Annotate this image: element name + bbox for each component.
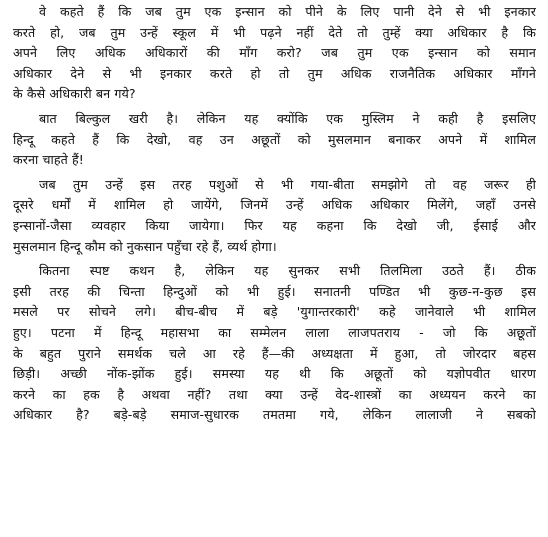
text-line: करना चाहते हैं! xyxy=(13,152,84,168)
paragraph-4 xyxy=(13,261,536,426)
text-line: मुसलमान हिन्दू कौम को नुकसान पहुँचा रहे हैं, व्यर्थ होगा। xyxy=(13,238,277,254)
text-line: अधिकार है? बड़े-बड़े समाज-सुधारक तमतमा गये, लेकिन लालाजी ने सबको xyxy=(13,407,536,423)
text-line: इसी तरह की चिन्ता हिन्दुओं को भी हुई। सनातनी पण्डित भी कुछ-न-कुछ इस xyxy=(13,283,536,299)
text-line: मसले पर सोचने लगे। बीच-बीच में बड़े 'युगान्तरकारी' कहे जानेवाले भी शामिल xyxy=(13,304,536,320)
text-line: अधिकार देने से भी इनकार करते हो तो तुम अधिक राजनैतिक अधिकार माँगने xyxy=(13,65,536,81)
text-line: के बहुत पुराने समर्थक चले आ रहे हैं—की अध्यक्षता में हुआ, तो जोरदार बहस xyxy=(13,345,536,361)
text-line: वे कहते हैं कि जब तुम एक इन्सान को पीने के लिए पानी देने से भी इनकार xyxy=(39,4,536,19)
text-line: हिन्दू कहते हैं कि देखो, वह उन अछूतों को मुसलमान बनाकर अपने में शामिल xyxy=(13,131,536,147)
text-line: दूसरे धर्मों में शामिल हो जायेंगे, जिनमें उन्हें अधिक अधिकार मिलेंगे, जहाँ उनसे xyxy=(13,197,536,213)
text-line: इन्सानों-जैसा व्यवहार किया जायेगा। फिर यह कहना कि देखो जी, ईसाई और xyxy=(13,217,536,233)
text-line: अपने लिए अधिक अधिकारों की माँग करो? जब तुम एक इन्सान को समान xyxy=(13,45,536,61)
text-line: जब तुम उन्हें इस तरह पशुओं से भी गया-बीता समझोगे तो वह जरूर ही xyxy=(39,176,536,192)
paragraph-1 xyxy=(13,2,536,105)
text-line: हुए। पटना में हिन्दू महासभा का सम्मेलन लाला लाजपतराय - जो कि अछूतों xyxy=(13,324,536,340)
text-line: करते हो, जब तुम उन्हें स्कूल में भी पढ़ने नहीं देते तो तुम्हें क्या अधिकार है कि xyxy=(13,24,536,40)
text-line: छिड़ी। अच्छी नोंक-झोंक हुई। समस्या यह थी कि अछूतों को यज्ञोपवीत धारण xyxy=(13,366,536,382)
text-line: कितना स्पष्ट कथन है, लेकिन यह सुनकर सभी तिलमिला उठते हैं। ठीक xyxy=(39,263,536,279)
paragraph-2 xyxy=(13,109,536,171)
text-line: करने का हक है अथवा नहीं? तथा क्या उन्हें वेद-शास्त्रों का अध्ययन करने का xyxy=(13,386,536,402)
paragraph-3 xyxy=(13,175,536,257)
text-line: के कैसे अधिकारी बन गये? xyxy=(13,86,136,102)
text-line: बात बिल्कुल खरी है। लेकिन यह क्योंकि एक मुस्लिम ने कही है इसलिए xyxy=(39,110,536,126)
